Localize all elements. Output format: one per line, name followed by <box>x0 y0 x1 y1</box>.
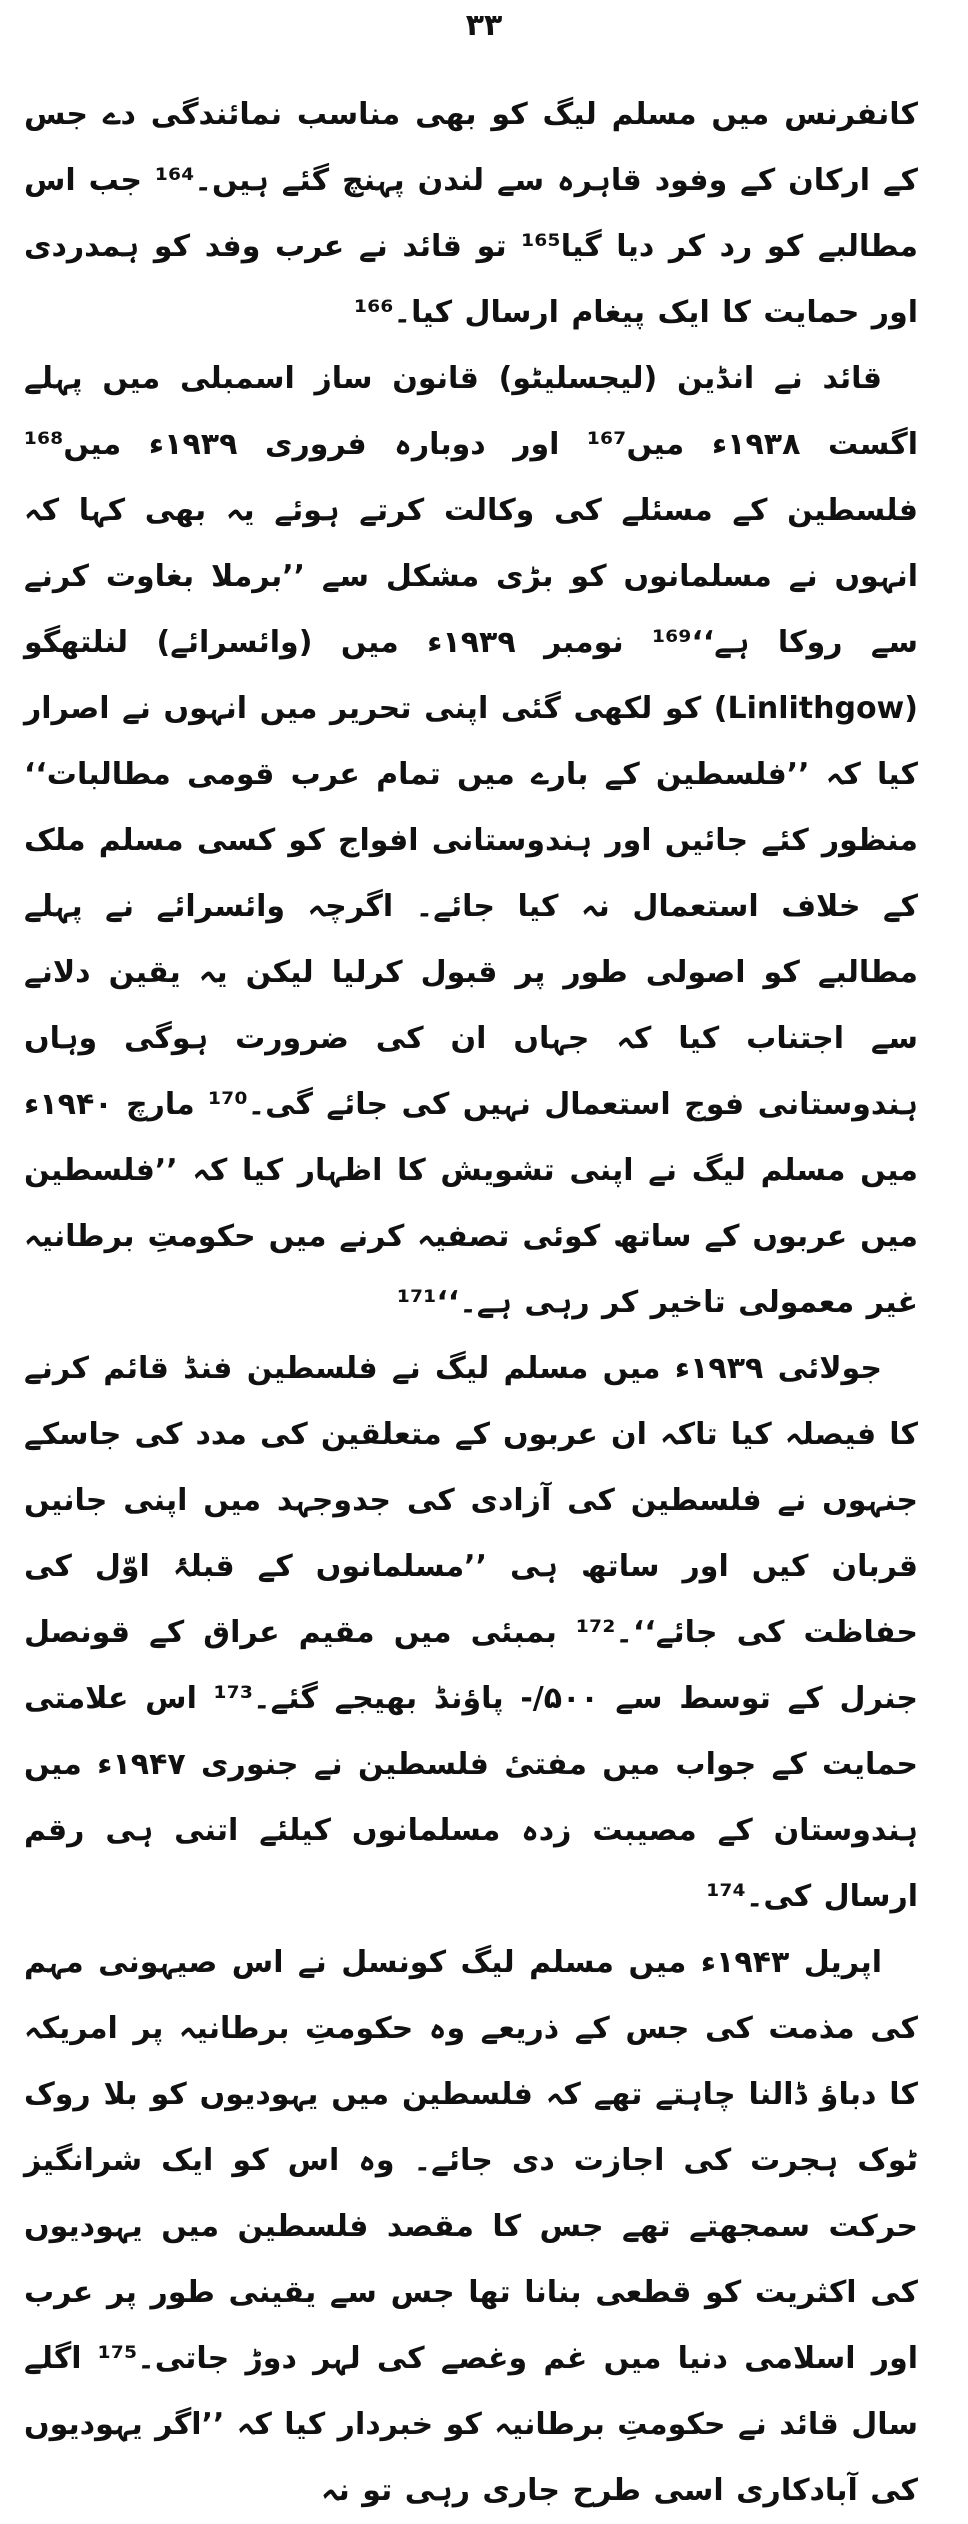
page-number: ۳۳ <box>465 8 503 43</box>
paragraph-1: کانفرنس میں مسلم لیگ کو بھی مناسب نمائندگی دے جس کے ارکان کے وفود قاہرہ سے لندن پہنچ گئے ہیں۔¹⁶⁴ جب اس مطالبے کو رد کر دیا گیا¹⁶⁵ تو قائد نے عرب وفد کو ہمدردی اور حمایت کا ایک پیغام ارسال کیا۔¹⁶⁶ <box>24 97 918 330</box>
body-text <box>24 82 918 2524</box>
paragraph-4: اپریل ۱۹۴۳ء میں مسلم لیگ کونسل نے اس صیہونی مہم کی مذمت کی جس کے ذریعے وہ حکومتِ برطانیہ پر امریکہ کا دباؤ ڈالنا چاہتے تھے کہ فلسطین میں یہودیوں کو بلا روک ٹوک ہجرت کی اجازت دی جائے۔ وہ اس کو ایک شرانگیز حرکت سمجھتے تھے جس کا مقصد فلسطین میں یہودیوں کی اکثریت کو قطعی بنانا تھا جس سے یقینی طور پر عرب اور اسلامی دنیا میں غم وغصے کی لہر دوڑ جاتی۔¹⁷⁵ اگلے سال قائد نے حکومتِ برطانیہ کو خبردار کیا کہ ’’اگر یہودیوں کی آبادکاری اسی طرح جاری رہی تو نہ <box>24 1945 919 2508</box>
paragraph-2: قائد نے انڈین (لیجسلیٹو) قانون ساز اسمبلی میں پہلے اگست ۱۹۳۸ء میں¹⁶⁷ اور دوبارہ فروری ۱۹۳۹ء میں¹⁶⁸ فلسطین کے مسئلے کی وکالت کرتے ہوئے یہ بھی کہا کہ انہوں نے مسلمانوں کو بڑی مشکل سے ’’برملا بغاوت کرنے سے روکا ہے‘‘¹⁶⁹ نومبر ۱۹۳۹ء میں (وائسرائے) لنلتھگو (Linlithgow) کو لکھی گئی اپنی تحریر میں انہوں نے اصرار کیا کہ ’’فلسطین کے بارے میں تمام عرب قومی مطالبات‘‘ منظور کئے جائیں اور ہندوستانی افواج کو کسی مسلم ملک کے خلاف استعمال نہ کیا جائے۔ اگرچہ وائسرائے نے پہلے مطالبے کو اصولی طور پر قبول کرلیا لیکن یہ یقین دلانے سے اجتناب کیا کہ جہاں ان کی ضرورت ہوگی وہاں ہندوستانی فوج استعمال نہیں کی جائے گی۔¹⁷⁰ مارچ ۱۹۴۰ء میں مسلم لیگ نے اپنی تشویش کا اظہار کیا کہ ’’فلسطین میں عربوں کے ساتھ کوئی تصفیہ کرنے میں حکومتِ برطانیہ غیر معمولی تاخیر کر رہی ہے۔‘‘¹⁷¹ <box>24 361 919 1320</box>
paragraph-3: جولائی ۱۹۳۹ء میں مسلم لیگ نے فلسطین فنڈ قائم کرنے کا فیصلہ کیا تاکہ ان عربوں کے متعلقین کی مدد کی جاسکے جنہوں نے فلسطین کی آزادی کی جدوجہد میں اپنی جانیں قربان کیں اور ساتھ ہی ’’مسلمانوں کے قبلۂ اوّل کی حفاظت کی جائے‘‘۔¹⁷² بمبئی میں مقیم عراق کے قونصل جنرل کے توسط سے ۵۰۰/- پاؤنڈ بھیجے گئے۔¹⁷³ اس علامتی حمایت کے جواب میں مفتیٔ فلسطین نے جنوری ۱۹۴۷ء میں ہندوستان کے مصیبت زدہ مسلمانوں کیلئے اتنی ہی رقم ارسال کی۔¹⁷⁴ <box>24 1351 919 1914</box>
